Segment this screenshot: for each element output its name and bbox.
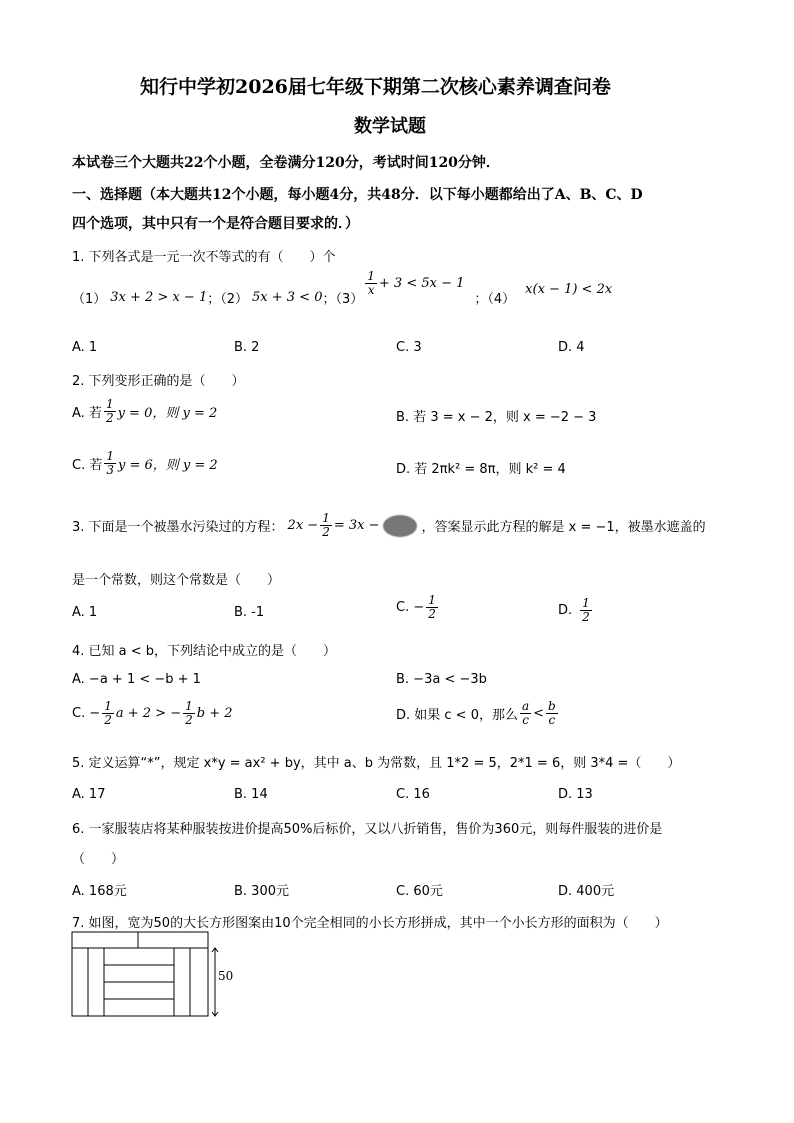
option-expr: a + 2 > − bbox=[115, 706, 182, 721]
fraction-numerator: a bbox=[521, 699, 530, 713]
q6-option-d[interactable]: D. 400元 bbox=[558, 884, 615, 899]
q3-option-b[interactable]: B. -1 bbox=[234, 605, 265, 620]
option-text: A. 若 bbox=[72, 406, 102, 421]
q1-item2-label: ；（2） bbox=[207, 292, 249, 307]
figure-label-50: 50 bbox=[218, 969, 234, 983]
q6-option-c[interactable]: C. 60元 bbox=[396, 884, 443, 899]
option-text: D. 如果 c < 0，那么 bbox=[396, 708, 518, 723]
fraction-denominator: 2 bbox=[582, 610, 590, 624]
option-expr: y = 6，则 y = 2 bbox=[117, 458, 218, 473]
q2-option-d[interactable]: D. 若 2πk² = 8π，则 k² = 4 bbox=[396, 462, 566, 477]
q5-option-b[interactable]: B. 14 bbox=[234, 787, 268, 802]
q3-c-fraction bbox=[426, 594, 438, 621]
q4-option-a[interactable]: A. −a + 1 < −b + 1 bbox=[72, 672, 201, 687]
q3-option-c[interactable] bbox=[396, 594, 440, 621]
q6-stem-line2: （ ） bbox=[72, 852, 125, 867]
q1-option-d[interactable]: D. 4 bbox=[558, 340, 585, 355]
q1-item3-fraction bbox=[365, 270, 377, 297]
q3-option-d[interactable] bbox=[558, 597, 594, 624]
q6-option-a[interactable]: A. 168元 bbox=[72, 884, 127, 899]
q3-stem bbox=[72, 512, 706, 539]
option-text: C. − bbox=[72, 706, 101, 721]
q3-stem-text-2: ，答案显示此方程的解是 x = −1，被墨水遮盖的 bbox=[421, 520, 706, 535]
paper-subtitle: 数学试题 bbox=[354, 116, 426, 137]
fraction-denominator: 2 bbox=[105, 411, 114, 425]
q3-stem-line2: 是一个常数，则这个常数是（ ） bbox=[72, 573, 281, 588]
q5-option-d[interactable]: D. 13 bbox=[558, 787, 593, 802]
q1-stem: 1. 下列各式是一元一次不等式的有（ ）个 bbox=[72, 250, 336, 265]
q3-equation-right: = 3x − bbox=[333, 518, 380, 533]
fraction-numerator: 1 bbox=[106, 449, 114, 463]
q5-stem: 5. 定义运算“*”，规定 x*y = ax² + by，其中 a、b 为常数，且 1*2 = 5，2*1 = 6，则 3*4 =（ ） bbox=[72, 756, 681, 771]
q7-stem: 7. 如图，宽为50的大长方形图案由10个完全相同的小长方形拼成，其中一个小长方形的面积为（ ） bbox=[72, 916, 668, 931]
option-text: D. bbox=[558, 603, 573, 618]
q1-option-c[interactable]: C. 3 bbox=[396, 340, 422, 355]
option-text: C. − bbox=[396, 600, 425, 615]
fraction-numerator: 1 bbox=[185, 699, 193, 713]
q1-item3-expr: + 3 < 5x − 1 bbox=[378, 276, 465, 291]
fraction-numerator: 1 bbox=[322, 511, 330, 525]
q1-item3-label: ；（3） bbox=[322, 292, 364, 307]
fraction-denominator: c bbox=[548, 713, 556, 727]
q4-stem: 4. 已知 a < b，下列结论中成立的是（ ） bbox=[72, 644, 337, 659]
q6-option-b[interactable]: B. 300元 bbox=[234, 884, 289, 899]
q4-c-fraction-1 bbox=[102, 700, 114, 727]
fraction-numerator: 1 bbox=[428, 593, 436, 607]
q6-stem: 6. 一家服装店将某种服装按进价提高50%后标价，又以八折销售，售价为360元，则每件服装的进价是 bbox=[72, 822, 663, 837]
fraction-denominator: 2 bbox=[104, 713, 112, 727]
q4-d-fraction-2 bbox=[546, 700, 558, 727]
q5-option-c[interactable]: C. 16 bbox=[396, 787, 430, 802]
paper-title: 知行中学初2026届七年级下期第二次核心素养调查问卷 bbox=[140, 76, 611, 98]
fraction-denominator: x bbox=[367, 283, 375, 297]
fraction-numerator: b bbox=[548, 699, 556, 713]
q5-option-a[interactable]: A. 17 bbox=[72, 787, 106, 802]
q7-rectangle-figure bbox=[70, 930, 250, 1020]
q1-option-a[interactable]: A. 1 bbox=[72, 340, 98, 355]
fraction-denominator: 3 bbox=[106, 463, 114, 477]
fraction-denominator: 2 bbox=[428, 607, 436, 621]
q1-item1-label: （1） bbox=[72, 292, 107, 307]
option-expr: y = 0，则 y = 2 bbox=[117, 406, 218, 421]
q4-c-fraction-2 bbox=[183, 700, 195, 727]
q1-option-b[interactable]: B. 2 bbox=[234, 340, 260, 355]
section1-heading-line2: 四个选项，其中只有一个是符合题目要求的．） bbox=[72, 216, 359, 232]
q1-items bbox=[72, 269, 613, 307]
q4-option-d[interactable] bbox=[396, 700, 560, 727]
fraction-numerator: 1 bbox=[582, 596, 590, 610]
q4-option-c[interactable] bbox=[72, 700, 233, 727]
section1-heading-line1: 一、选择题（本大题共12个小题，每小题4分，共48分．以下每小题都给出了A、B、C、D bbox=[72, 187, 643, 203]
q3-equation-left: 2x − bbox=[287, 518, 319, 533]
option-expr: b + 2 bbox=[196, 706, 233, 721]
q3-equation-fraction bbox=[320, 512, 332, 539]
fraction-numerator: 1 bbox=[367, 269, 375, 283]
outer-rectangle bbox=[72, 932, 208, 1016]
fraction-denominator: c bbox=[522, 713, 529, 727]
fraction-denominator: 2 bbox=[322, 525, 330, 539]
q1-item4-expr: x(x − 1) < 2x bbox=[525, 282, 613, 297]
q2-option-c[interactable] bbox=[72, 450, 218, 477]
option-text: C. 若 bbox=[72, 458, 103, 473]
q4-d-fraction-1 bbox=[520, 700, 531, 727]
q4-option-b[interactable]: B. −3a < −3b bbox=[396, 672, 487, 687]
q3-stem-text: 3. 下面是一个被墨水污染过的方程： bbox=[72, 520, 284, 535]
q1-item1-expr: 3x + 2 > x − 1 bbox=[110, 290, 208, 305]
q3-option-a[interactable]: A. 1 bbox=[72, 605, 98, 620]
fraction-numerator: 1 bbox=[104, 699, 112, 713]
fraction-denominator: 2 bbox=[185, 713, 193, 727]
q2-option-a[interactable] bbox=[72, 398, 217, 425]
q2-c-fraction bbox=[104, 450, 116, 477]
paper-intro: 本试卷三个大题共22个小题，全卷满分120分，考试时间120分钟． bbox=[72, 155, 500, 171]
q1-item4-label: ；（4） bbox=[474, 292, 516, 307]
q3-d-fraction bbox=[580, 597, 592, 624]
q1-item2-expr: 5x + 3 < 0 bbox=[252, 290, 323, 305]
fraction-numerator: 1 bbox=[105, 397, 114, 411]
q2-option-b[interactable]: B. 若 3 = x − 2，则 x = −2 − 3 bbox=[396, 410, 597, 425]
ink-blot bbox=[383, 515, 417, 537]
option-expr: < bbox=[533, 706, 545, 721]
q2-stem: 2. 下列变形正确的是（ ） bbox=[72, 374, 245, 389]
q2-a-fraction bbox=[104, 398, 116, 425]
